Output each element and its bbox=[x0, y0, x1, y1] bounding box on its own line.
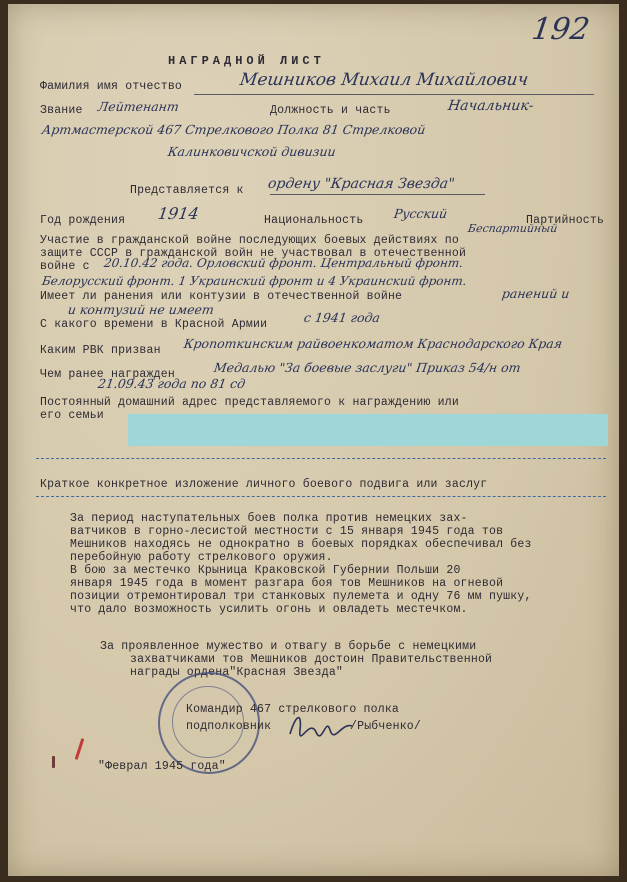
wounds-value-2: и контузий не имеет bbox=[66, 302, 215, 317]
conclusion-line: захватчиками тов Мешников достоин Правительственной bbox=[130, 653, 493, 666]
redacted-address-block bbox=[128, 414, 608, 446]
awarded-value-1: Медалью "За боевые заслуги" Приказ 54/н от bbox=[212, 360, 522, 375]
post-label: Должность и часть bbox=[270, 104, 391, 117]
participation-line-3: войне с bbox=[40, 260, 90, 273]
commander-name: /Рыбченко/ bbox=[350, 720, 422, 733]
address-line-2: его семьи bbox=[40, 409, 104, 422]
since-label: С какого времени в Красной Армии bbox=[40, 318, 268, 331]
address-line-1: Постоянный домашний адрес представляемого к награждению или bbox=[40, 396, 459, 409]
commander-line-2: подполковник bbox=[186, 720, 272, 733]
wounds-line: Имеет ли ранения или контузии в отечественной войне bbox=[40, 290, 403, 303]
separator-line-2 bbox=[36, 496, 606, 497]
rvk-label: Каким РВК призван bbox=[40, 344, 161, 357]
document-date: "Феврал 1945 года" bbox=[98, 760, 226, 773]
feat-line: ватчиков в горно-лесистой местности с 15 января 1945 года тов bbox=[70, 525, 504, 538]
commander-line-1: Командир 467 стрелкового полка bbox=[186, 703, 400, 716]
feat-heading: Краткое конкретное изложение личного боевого подвига или заслуг bbox=[40, 478, 488, 491]
rank-value: Лейтенант bbox=[96, 99, 180, 114]
feat-line: что дало возможность усилить огонь и овладеть местечком. bbox=[70, 603, 468, 616]
rank-label: Звание bbox=[40, 104, 83, 117]
birth-label: Год рождения bbox=[40, 214, 126, 227]
feat-line: В бою за местечко Крыница Краковской Губернии Польши 20 bbox=[70, 564, 461, 577]
fio-value: Мешников Михаил Михайлович bbox=[238, 70, 530, 90]
red-pencil-mark bbox=[52, 756, 55, 768]
feat-line: позиции отремонтировал три станковых пулемета и одну 76 мм пушку, bbox=[70, 590, 532, 603]
presented-value: ордену "Красная Звезда" bbox=[266, 176, 456, 192]
page-number: 192 bbox=[529, 12, 592, 47]
feat-line: перебойную работу стрелкового оружия. bbox=[70, 551, 333, 564]
handwritten-signature bbox=[286, 708, 356, 742]
award-document-sheet bbox=[8, 4, 619, 876]
wounds-value-1: ранений и bbox=[500, 286, 571, 301]
since-value: с 1941 года bbox=[302, 310, 382, 325]
participation-value-2: Белорусский фронт. 1 Украинский фронт и 4 Украинский фронт. bbox=[41, 274, 468, 288]
rvk-value: Кропоткинским райвоенкоматом Краснодарского Края bbox=[182, 336, 564, 351]
feat-line: За период наступательных боев полка против немецких зах- bbox=[70, 512, 468, 525]
presented-label: Представляется к bbox=[130, 184, 244, 197]
awarded-label: Чем ранее награжден bbox=[40, 368, 175, 381]
post-value-2: Артмастерской 467 Стрелкового Полка 81 Стрелковой bbox=[40, 122, 427, 137]
feat-line: Мешников находясь не однократно в боевых порядках обеспечивал без bbox=[70, 538, 532, 551]
fio-underline bbox=[194, 94, 594, 95]
feat-line: января 1945 года в момент разгара боя тов Мешников на огневой bbox=[70, 577, 504, 590]
party-value: Беспартийный bbox=[467, 222, 559, 235]
post-value-1: Начальник- bbox=[446, 98, 535, 114]
document-title: НАГРАДНОЙ ЛИСТ bbox=[168, 54, 325, 68]
red-pencil-mark bbox=[75, 738, 85, 760]
separator-line-1 bbox=[36, 458, 606, 459]
nationality-value: Русский bbox=[392, 206, 449, 221]
fio-label: Фамилия имя отчество bbox=[40, 80, 183, 93]
party-label: Партийность bbox=[526, 214, 605, 227]
participation-line-2: защите СССР в гражданской войн не участвовал в отечественной bbox=[40, 247, 467, 260]
presented-underline bbox=[270, 194, 485, 195]
conclusion-line: За проявленное мужество и отвагу в борьбе с немецкими bbox=[100, 640, 477, 653]
birth-value: 1914 bbox=[156, 204, 201, 223]
conclusion-line: награды ордена"Красная Звезда" bbox=[130, 666, 344, 679]
awarded-value-2: 21.09.43 года по 81 сд bbox=[96, 376, 247, 391]
participation-value-1: 20.10.42 года. Орловский фронт. Центральный фронт. bbox=[103, 256, 465, 270]
nationality-label: Национальность bbox=[264, 214, 364, 227]
participation-line-1: Участие в гражданской войне последующих боевых действиях по bbox=[40, 234, 459, 247]
post-value-3: Калинковичской дивизии bbox=[166, 144, 337, 159]
